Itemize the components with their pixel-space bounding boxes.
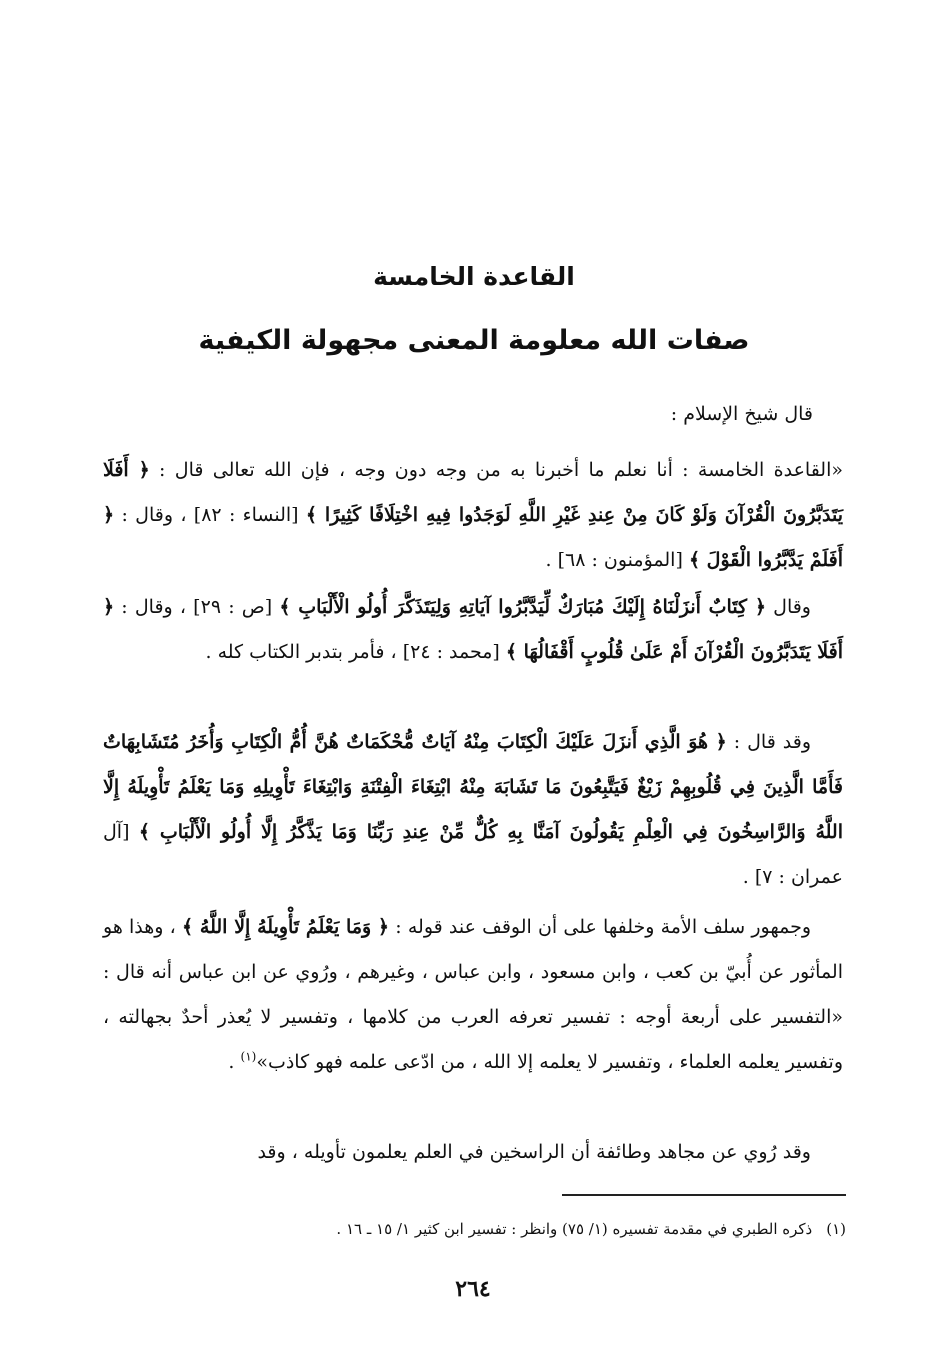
paragraph-3	[103, 720, 843, 900]
reference-al-imran: [آل عمران : ٧] .	[103, 821, 843, 888]
quran-verse-waqf: ﴿ وَمَا يَعْلَمُ تَأْوِيلَهُ إِلَّا اللَّهُ ﴾	[182, 916, 390, 938]
paragraph-4-text: وجمهور سلف الأمة وخلفها على أن الوقف عند قوله :	[389, 916, 812, 938]
paragraph-2-text: وقال	[765, 596, 811, 618]
footnote	[106, 1216, 846, 1242]
paragraph-4-continuation: ، وهذا هو المأثور عن أُبيّ بن كعب ، وابن مسعود ، وابن عباس ، وغيرهم ، ورُوي عن ابن عباس أنه قال : «التفسير على أربعة أوجه : تفسير تعرفه العرب من كلامها ، وتفسير لا يُعذر أحدٌ بجهالته ، وتفسير يعلمه العلماء ، وتفسير لا يعلمه إلا الله ، من ادّعى علمه فهو كاذب»	[103, 916, 843, 1073]
paragraph-1	[103, 448, 843, 583]
quran-verse-sad: ﴿ كِتَابٌ أَنزَلْنَاهُ إِلَيْكَ مُبَارَكٌ لِّيَدَّبَّرُوا آيَاتِهِ وَلِيَتَذَكَّرَ أُولُو الْأَلْبَابِ ﴾	[279, 596, 766, 618]
intro-line: قال شيخ الإسلام :	[670, 403, 813, 425]
quran-verse-nisa: ﴿ أَفَلَا يَتَدَبَّرُونَ الْقُرْآنَ وَلَوْ كَانَ مِنْ عِندِ غَيْرِ اللَّهِ لَوَجَدُوا فِيهِ اخْتِلَافًا كَثِيرًا ﴾	[103, 459, 843, 526]
reference-muminun: [المؤمنون : ٦٨] .	[545, 549, 683, 571]
paragraph-5	[103, 1130, 843, 1175]
rule-title: القاعدة الخامسة	[373, 262, 575, 291]
footnote-text: ذكره الطبري في مقدمة تفسيره (١/ ٧٥) وانظر : تفسير ابن كثير ١/ ١٥ ـ ١٦ .	[336, 1220, 813, 1238]
paragraph-3-text: وقد قال :	[726, 731, 811, 753]
paragraph-2	[103, 585, 843, 675]
page-number: ٢٦٤	[455, 1276, 491, 1302]
rule-subtitle: صفات الله معلومة المعنى مجهولة الكيفية	[198, 325, 750, 356]
footnote-divider	[562, 1194, 846, 1196]
paragraph-5-text: وقد رُوي عن مجاهد وطائفة أن الراسخين في العلم يعلمون تأويله ، وقد	[257, 1141, 811, 1163]
footnote-number: (١)	[826, 1220, 846, 1238]
paragraph-4	[103, 905, 843, 1085]
quran-verse-al-imran: ﴿ هُوَ الَّذِي أَنزَلَ عَلَيْكَ الْكِتَابَ مِنْهُ آيَاتٌ مُّحْكَمَاتٌ هُنَّ أُمُّ الْكِتَابِ وَأُخَرُ مُتَشَابِهَاتٌ فَأَمَّا الَّذِينَ فِي قُلُوبِهِمْ زَيْغٌ فَيَتَّبِعُونَ مَا تَشَابَهَ مِنْهُ ابْتِغَاءَ الْفِتْنَةِ وَابْتِغَاءَ تَأْوِيلِهِ وَمَا يَعْلَمُ تَأْوِيلَهُ إِلَّا اللَّهُ وَالرَّاسِخُونَ فِي الْعِلْمِ يَقُولُونَ آمَنَّا بِهِ كُلٌّ مِّنْ عِندِ رَبِّنَا وَمَا يَذَّكَّرُ إِلَّا أُولُو الْأَلْبَابِ ﴾	[103, 731, 844, 843]
paragraph-4-end: .	[228, 1051, 241, 1073]
reference-muhammad: [محمد : ٢٤] ، فأمر بتدبر الكتاب كله .	[205, 641, 500, 663]
footnote-marker[interactable]: (١)	[240, 1049, 257, 1064]
quran-verse-muminun: ﴿ أَفَلَمْ يَدَّبَّرُوا الْقَوْلَ ﴾	[103, 504, 843, 571]
reference-sad: [ص : ٢٩] ، وقال :	[114, 596, 273, 618]
quran-verse-muhammad: ﴿ أَفَلَا يَتَدَبَّرُونَ الْقُرْآنَ أَمْ عَلَىٰ قُلُوبٍ أَقْفَالُهَا ﴾	[103, 596, 843, 663]
paragraph-1-text: «القاعدة الخامسة : أنا نعلم ما أخبرنا به من وجه دون وجه ، فإن الله تعالى قال :	[149, 459, 843, 481]
reference-nisa: [النساء : ٨٢] ، وقال :	[114, 504, 299, 526]
